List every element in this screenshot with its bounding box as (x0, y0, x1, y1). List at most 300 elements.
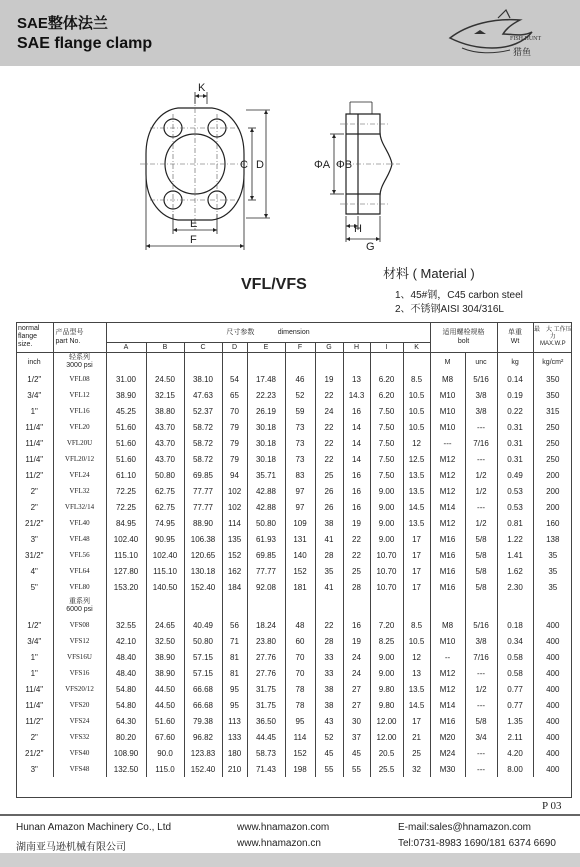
cell-k: 17 (403, 531, 430, 547)
cell-e: 50.80 (247, 515, 285, 531)
cell-m: M10 (430, 419, 465, 435)
cell-d: 54 (222, 371, 247, 387)
cell-unc: 3/8 (465, 387, 497, 403)
cell-i: 6.20 (370, 371, 403, 387)
cell-e: 30.18 (247, 451, 285, 467)
cell-b: 50.80 (146, 467, 184, 483)
cell-i: 7.50 (370, 419, 403, 435)
table-row (16, 531, 572, 547)
col-h: H (343, 343, 370, 353)
cell-k: 12 (403, 435, 430, 451)
cell-i: 10.70 (370, 563, 403, 579)
cell-part: VFL16 (53, 403, 106, 419)
cell-e: 44.45 (247, 729, 285, 745)
cell-part: VFL24 (53, 467, 106, 483)
logo-text-cn: 猎鱼 (513, 47, 532, 57)
cell-m: M8 (430, 371, 465, 387)
cell-d: 210 (222, 761, 247, 777)
cell-unc: 1/2 (465, 467, 497, 483)
cell-wt: 0.58 (497, 649, 533, 665)
cell-size: 1" (16, 403, 53, 419)
cell-size: 1" (16, 649, 53, 665)
header-max-wp (533, 322, 572, 353)
cell-wt: 0.53 (497, 499, 533, 515)
cell-m: --- (430, 435, 465, 451)
cell-h: 24 (343, 649, 370, 665)
material-line-2: 2、不锈钢AISI 304/316L (395, 304, 504, 315)
cell-e: 23.80 (247, 633, 285, 649)
cell-part: VFL56 (53, 547, 106, 563)
cell-f: 114 (285, 729, 315, 745)
table-row (16, 483, 572, 499)
col-f: F (285, 343, 315, 353)
cell-g: 24 (315, 403, 343, 419)
cell-i: 9.00 (370, 515, 403, 531)
cell-m: M20 (430, 729, 465, 745)
cell-k: 32 (403, 761, 430, 777)
cell-h: 24 (343, 665, 370, 681)
cell-size: 11/4" (16, 681, 53, 697)
cell-size: 11/4" (16, 435, 53, 451)
cell-wt: 0.77 (497, 697, 533, 713)
fish-hunt-logo (440, 4, 550, 62)
cell-wp: 250 (546, 454, 560, 464)
cell-e: 61.93 (247, 531, 285, 547)
cell-part: VFL32 (53, 483, 106, 499)
cell-c: 58.72 (184, 419, 222, 435)
cell-b: 38.80 (146, 403, 184, 419)
cell-c: 79.38 (184, 713, 222, 729)
cell-size: 1" (16, 665, 53, 681)
cell-f: 131 (285, 531, 315, 547)
cell-wp: 350 (546, 374, 560, 384)
cell-h: 37 (343, 729, 370, 745)
cell-c: 152.40 (184, 761, 222, 777)
cell-a: 31.00 (106, 371, 146, 387)
cell-a: 84.95 (106, 515, 146, 531)
cell-k: 8.5 (403, 371, 430, 387)
cell-b: 140.50 (146, 579, 184, 595)
header-product-model-cn: 产品型号 (55, 329, 84, 336)
cell-h: 30 (343, 713, 370, 729)
cell-i: 9.00 (370, 499, 403, 515)
cell-unc: 5/16 (465, 617, 497, 633)
cell-i: 10.70 (370, 547, 403, 563)
cell-wp: 138 (546, 534, 560, 544)
cell-b: 44.50 (146, 681, 184, 697)
cell-k: 13.5 (403, 483, 430, 499)
cell-e: 31.75 (247, 681, 285, 697)
cell-size: 21/2" (16, 515, 53, 531)
cell-h: 16 (343, 403, 370, 419)
cell-f: 181 (285, 579, 315, 595)
cell-a: 132.50 (106, 761, 146, 777)
cell-a: 61.10 (106, 467, 146, 483)
cell-f: 140 (285, 547, 315, 563)
cell-g: 22 (315, 451, 343, 467)
cell-m: M10 (430, 403, 465, 419)
cell-g: 52 (315, 729, 343, 745)
dim-label-e: E (190, 218, 198, 230)
series-heavy-cn: 重系列 (69, 598, 90, 605)
cell-h: 45 (343, 745, 370, 761)
cell-a: 80.20 (106, 729, 146, 745)
cell-c: 38.10 (184, 371, 222, 387)
cell-f: 59 (285, 403, 315, 419)
cell-b: 67.60 (146, 729, 184, 745)
cell-a: 64.30 (106, 713, 146, 729)
cell-c: 58.72 (184, 451, 222, 467)
cell-wt: 0.34 (497, 633, 533, 649)
cell-g: 26 (315, 499, 343, 515)
cell-m: M10 (430, 633, 465, 649)
cell-c: 123.83 (184, 745, 222, 761)
cell-c: 130.18 (184, 563, 222, 579)
cell-d: 79 (222, 419, 247, 435)
cell-unc: 5/8 (465, 531, 497, 547)
cell-g: 38 (315, 681, 343, 697)
logo-text-en: FISH HUNT (510, 36, 542, 42)
cell-e: 30.18 (247, 435, 285, 451)
cell-a: 54.80 (106, 697, 146, 713)
cell-g: 38 (315, 697, 343, 713)
cell-part: VFL12 (53, 387, 106, 403)
cell-g: 22 (315, 617, 343, 633)
cell-g: 19 (315, 371, 343, 387)
footer-web-2[interactable]: www.hnamazon.cn (237, 838, 321, 849)
cell-d: 79 (222, 451, 247, 467)
col-d: D (222, 343, 247, 353)
dim-label-phi-b: ΦB (336, 159, 353, 171)
cell-b: 24.65 (146, 617, 184, 633)
cell-part: VFS16U (53, 649, 106, 665)
cell-b: 90.0 (146, 745, 184, 761)
cell-wp: 400 (546, 652, 560, 662)
cell-b: 44.50 (146, 697, 184, 713)
cell-i: 6.20 (370, 387, 403, 403)
footer-divider (0, 814, 580, 816)
dim-label-f: F (190, 234, 197, 246)
cell-b: 102.40 (146, 547, 184, 563)
header-max-wp-cn: 最 大 工作压力 (533, 326, 572, 340)
footer-email[interactable]: E-mail:sales@hnamazon.com (398, 822, 531, 833)
cell-m: M12 (430, 515, 465, 531)
footer-company-en: Hunan Amazon Machinery Co., Ltd (16, 822, 172, 833)
title-cn: SAE整体法兰 (17, 15, 108, 32)
cell-c: 69.85 (184, 467, 222, 483)
cell-wp: 400 (546, 748, 560, 758)
cell-e: 22.23 (247, 387, 285, 403)
cell-d: 70 (222, 403, 247, 419)
cell-h: 14 (343, 435, 370, 451)
cell-wt: 8.00 (497, 761, 533, 777)
cell-c: 57.15 (184, 649, 222, 665)
series-heavy-row (16, 595, 572, 617)
cell-size: 2" (16, 499, 53, 515)
unit-bolt-m: M (430, 353, 465, 372)
dim-label-k: K (198, 82, 206, 94)
cell-e: 58.73 (247, 745, 285, 761)
cell-i: 7.50 (370, 451, 403, 467)
cell-i: 9.00 (370, 531, 403, 547)
cell-b: 62.75 (146, 499, 184, 515)
cell-k: 8.5 (403, 617, 430, 633)
cell-m: M10 (430, 387, 465, 403)
cell-wt: 1.41 (497, 547, 533, 563)
series-heavy-empty-cell (465, 595, 497, 617)
cell-wp: 400 (546, 668, 560, 678)
cell-b: 115.10 (146, 563, 184, 579)
series-heavy-empty-cell (370, 595, 403, 617)
cell-i: 9.00 (370, 483, 403, 499)
cell-h: 27 (343, 697, 370, 713)
table-row (16, 729, 572, 745)
cell-e: 18.24 (247, 617, 285, 633)
cell-k: 10.5 (403, 419, 430, 435)
cell-a: 102.40 (106, 531, 146, 547)
cell-part: VFL20 (53, 419, 106, 435)
cell-wt: 2.30 (497, 579, 533, 595)
header-weight-cn: 单重 (508, 329, 523, 336)
cell-b: 38.90 (146, 649, 184, 665)
cell-wp: 35 (548, 550, 558, 560)
cell-unc: --- (465, 745, 497, 761)
table-row (16, 371, 572, 387)
cell-b: 90.95 (146, 531, 184, 547)
series-heavy-empty-cell (16, 595, 53, 617)
cell-b: 32.50 (146, 633, 184, 649)
header-max-wp-en: MAX.W.P (539, 340, 566, 347)
col-e: E (247, 343, 285, 353)
cell-g: 41 (315, 579, 343, 595)
cell-i: 20.5 (370, 745, 403, 761)
table-row (16, 435, 572, 451)
cell-a: 127.80 (106, 563, 146, 579)
cell-unc: 5/8 (465, 563, 497, 579)
cell-i: 10.70 (370, 579, 403, 595)
cell-m: M24 (430, 745, 465, 761)
cell-c: 96.82 (184, 729, 222, 745)
cell-m: M14 (430, 499, 465, 515)
cell-d: 71 (222, 633, 247, 649)
cell-unc: 5/8 (465, 579, 497, 595)
cell-a: 32.55 (106, 617, 146, 633)
cell-part: VFL64 (53, 563, 106, 579)
col-g: G (315, 343, 343, 353)
table-row (16, 499, 572, 515)
cell-unc: --- (465, 451, 497, 467)
cell-g: 55 (315, 761, 343, 777)
cell-part: VFL08 (53, 371, 106, 387)
cell-f: 70 (285, 665, 315, 681)
cell-size: 11/4" (16, 697, 53, 713)
cell-part: VFS16 (53, 665, 106, 681)
cell-g: 26 (315, 483, 343, 499)
cell-c: 50.80 (184, 633, 222, 649)
cell-c: 40.49 (184, 617, 222, 633)
cell-d: 102 (222, 483, 247, 499)
table-row (16, 681, 572, 697)
cell-c: 57.15 (184, 665, 222, 681)
cell-b: 43.70 (146, 419, 184, 435)
dim-label-g: G (366, 241, 375, 253)
table-row (16, 665, 572, 681)
header-part-no (53, 322, 106, 353)
series-heavy-empty-cell (247, 595, 285, 617)
cell-wt: 0.19 (497, 387, 533, 403)
cell-e: 77.77 (247, 563, 285, 579)
cell-f: 97 (285, 499, 315, 515)
cell-g: 25 (315, 467, 343, 483)
cell-wp: 315 (546, 406, 560, 416)
table-row (16, 697, 572, 713)
cell-e: 30.18 (247, 419, 285, 435)
series-heavy-empty-cell (222, 595, 247, 617)
cell-size: 3/4" (16, 387, 53, 403)
col-b: B (146, 343, 184, 353)
series-heavy-empty-cell (146, 595, 184, 617)
cell-wt: 0.58 (497, 665, 533, 681)
cell-h: 16 (343, 483, 370, 499)
cell-k: 17 (403, 547, 430, 563)
cell-g: 33 (315, 665, 343, 681)
cell-h: 14.3 (343, 387, 370, 403)
cell-f: 97 (285, 483, 315, 499)
cell-g: 41 (315, 531, 343, 547)
cell-size: 1/2" (16, 617, 53, 633)
series-heavy-empty-cell (184, 595, 222, 617)
series-heavy-empty-cell (430, 595, 465, 617)
cell-k: 10.5 (403, 387, 430, 403)
cell-d: 162 (222, 563, 247, 579)
series-heavy-empty-cell (343, 595, 370, 617)
cell-d: 81 (222, 665, 247, 681)
series-heavy-empty-cell (285, 595, 315, 617)
cell-m: M12 (430, 451, 465, 467)
cell-wt: 0.81 (497, 515, 533, 531)
cell-i: 12.00 (370, 713, 403, 729)
cell-a: 72.25 (106, 499, 146, 515)
cell-wt: 0.31 (497, 419, 533, 435)
cell-c: 66.68 (184, 697, 222, 713)
cell-a: 54.80 (106, 681, 146, 697)
cell-i: 7.20 (370, 617, 403, 633)
cell-k: 10.5 (403, 403, 430, 419)
table-row (16, 633, 572, 649)
cell-f: 78 (285, 697, 315, 713)
cell-d: 102 (222, 499, 247, 515)
cell-f: 46 (285, 371, 315, 387)
cell-g: 43 (315, 713, 343, 729)
cell-unc: 5/8 (465, 547, 497, 563)
cell-part: VFL20U (53, 435, 106, 451)
cell-unc: 7/16 (465, 435, 497, 451)
cell-b: 24.50 (146, 371, 184, 387)
cell-part: VFS32 (53, 729, 106, 745)
table-row (16, 387, 572, 403)
cell-c: 47.63 (184, 387, 222, 403)
cell-wp: 400 (546, 732, 560, 742)
cell-a: 153.20 (106, 579, 146, 595)
cell-e: 36.50 (247, 713, 285, 729)
cell-m: M30 (430, 761, 465, 777)
cell-wp: 35 (548, 566, 558, 576)
cell-d: 135 (222, 531, 247, 547)
cell-b: 62.75 (146, 483, 184, 499)
header-size-param-cn: 尺寸参数 (226, 329, 255, 336)
table-row (16, 745, 572, 761)
cell-part: VFL32/14 (53, 499, 106, 515)
series-light-cn: 轻系列 (69, 354, 90, 361)
table-row (16, 579, 572, 595)
cell-m: M16 (430, 713, 465, 729)
cell-k: 13.5 (403, 467, 430, 483)
cell-h: 22 (343, 547, 370, 563)
cell-i: 12.00 (370, 729, 403, 745)
cell-k: 12.5 (403, 451, 430, 467)
cell-part: VFS48 (53, 761, 106, 777)
cell-part: VFL40 (53, 515, 106, 531)
cell-f: 52 (285, 387, 315, 403)
cell-wt: 0.14 (497, 371, 533, 387)
cell-e: 17.48 (247, 371, 285, 387)
series-heavy-psi: 6000 psi (66, 606, 93, 613)
table-row (16, 761, 572, 777)
cell-size: 31/2" (16, 547, 53, 563)
cell-m: M16 (430, 547, 465, 563)
cell-h: 27 (343, 681, 370, 697)
cell-unc: 1/2 (465, 483, 497, 499)
cell-wp: 400 (546, 620, 560, 630)
cell-part: VFL48 (53, 531, 106, 547)
cell-i: 9.00 (370, 649, 403, 665)
cell-k: 21 (403, 729, 430, 745)
footer-web-1[interactable]: www.hnamazon.com (237, 822, 330, 833)
cell-part: VFL80 (53, 579, 106, 595)
cell-a: 48.40 (106, 649, 146, 665)
series-light-psi: 3000 psi (66, 362, 93, 369)
cell-wp: 350 (546, 390, 560, 400)
cell-c: 152.40 (184, 579, 222, 595)
cell-f: 70 (285, 649, 315, 665)
cell-f: 73 (285, 435, 315, 451)
cell-e: 42.88 (247, 483, 285, 499)
cell-m: M12 (430, 681, 465, 697)
cell-unc: 1/2 (465, 515, 497, 531)
material-title: 材料 ( Material ) (383, 266, 475, 281)
cell-wp: 200 (546, 470, 560, 480)
cell-a: 38.90 (106, 387, 146, 403)
cell-wp: 400 (546, 764, 560, 774)
cell-d: 133 (222, 729, 247, 745)
flange-technical-drawing (0, 74, 580, 254)
material-line-1: 1、45#钢，C45 carbon steel (395, 290, 523, 301)
table-row (16, 547, 572, 563)
table-row (16, 419, 572, 435)
header-part-no-en: part No. (55, 338, 81, 345)
cell-wt: 0.18 (497, 617, 533, 633)
series-light-label (53, 353, 106, 372)
cell-i: 25.5 (370, 761, 403, 777)
cell-wt: 2.11 (497, 729, 533, 745)
cell-g: 45 (315, 745, 343, 761)
cell-a: 108.90 (106, 745, 146, 761)
cell-size: 5" (16, 579, 53, 595)
cell-part: VFS24 (53, 713, 106, 729)
cell-g: 22 (315, 387, 343, 403)
cell-size: 11/2" (16, 467, 53, 483)
table-row (16, 617, 572, 633)
